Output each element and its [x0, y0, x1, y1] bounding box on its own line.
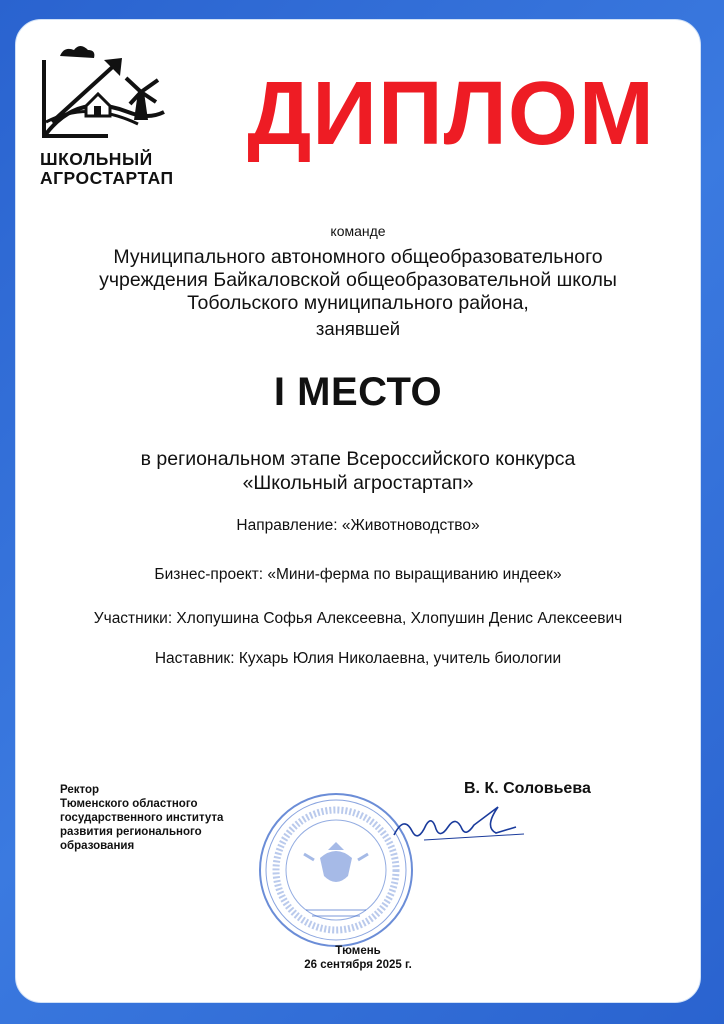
logo-emblem-icon [38, 42, 168, 142]
recipient-org-line: учреждения Байкаловской общеобразовательной школы [99, 269, 617, 291]
signature-icon [384, 790, 544, 860]
logo-line-1: ШКОЛЬНЫЙ [40, 149, 153, 169]
signatory-role-line: Тюменского областного [60, 798, 198, 810]
signatory-role [60, 783, 223, 853]
place-award: I МЕСТО [273, 370, 443, 414]
signatory-role-line: Ректор [60, 784, 100, 796]
signatory-name: В. К. Соловьева [464, 780, 591, 797]
diploma-title: ДИПЛОМ [247, 64, 655, 164]
signatory-role-line: государственного института [60, 812, 224, 824]
recipient-org-line: Тобольского муниципального района, [187, 292, 529, 314]
logo-text [40, 150, 174, 188]
mentor: Наставник: Кухарь Юлия Николаевна, учитель биологии [154, 650, 562, 667]
footer-date: 26 сентября 2025 г. [304, 959, 412, 971]
signatory-role-line: развития регионального [60, 826, 202, 838]
recipient-org-line: Муниципального автономного общеобразовательного [113, 246, 603, 268]
business-project: Бизнес-проект: «Мини-ферма по выращиванию индеек» [154, 566, 562, 583]
recipient-org [16, 246, 700, 315]
participants: Участники: Хлопушина Софья Алексеевна, Хлопушин Денис Алексеевич [93, 610, 623, 627]
recipient-took: занявшей [315, 318, 401, 339]
footer-city: Тюмень [335, 945, 381, 957]
logo-line-2: АГРОСТАРТАП [40, 168, 174, 188]
contest-line-1: в региональном этапе Всероссийского конкурса [140, 448, 576, 470]
recipient-intro: команде [330, 223, 386, 239]
direction: Направление: «Животноводство» [236, 517, 480, 534]
diploma-sheet [15, 19, 701, 1003]
agrostartup-logo [38, 42, 218, 192]
contest-line-2: «Школьный агростартап» [242, 472, 474, 494]
signatory-role-line: образования [60, 840, 135, 852]
